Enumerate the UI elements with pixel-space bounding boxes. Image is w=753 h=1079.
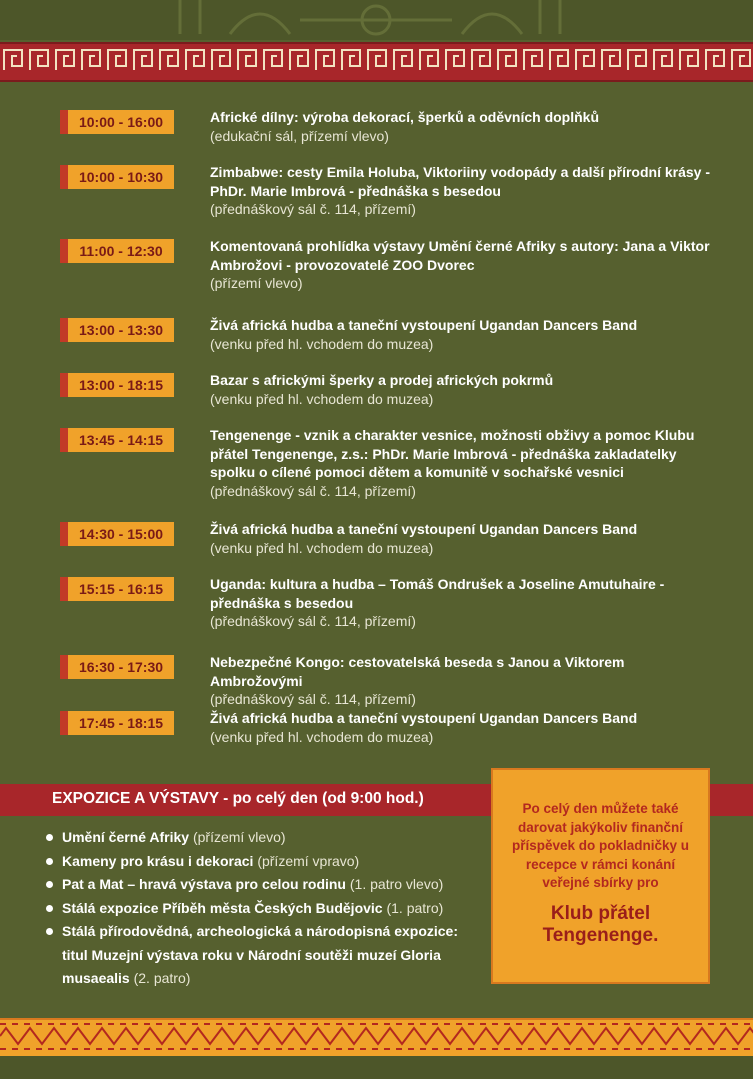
event-title: Živá africká hudba a taneční vystoupení Ugandan Dancers Band bbox=[210, 710, 638, 726]
event-title: Tengenenge - vznik a charakter vesnice, možnosti obživy a pomoc Klubu přátel Tengenenge, z.s.: PhDr. Marie Imbrová - přednáška zakladatelky spolku o cílené pomoci dětem a komunitě v sochařské vesnici bbox=[210, 427, 695, 480]
event-info bbox=[210, 426, 720, 500]
bottom-strip bbox=[0, 1056, 753, 1079]
event-location: (přednáškový sál č. 114, přízemí) bbox=[210, 201, 416, 217]
event-title: Uganda: kultura a hudba – Tomáš Ondrušek a Joseline Amutuhaire - přednáška s besedou bbox=[210, 576, 665, 611]
time-badge: 10:00 - 10:30 bbox=[60, 165, 174, 189]
event-info bbox=[210, 653, 720, 709]
event-location: (přednáškový sál č. 114, přízemí) bbox=[210, 613, 416, 629]
event-title: Zimbabwe: cesty Emila Holuba, Viktoriiny vodopády a další přírodní krásy - PhDr. Marie Imbrová - přednáška s besedou bbox=[210, 164, 710, 199]
bullet-icon bbox=[46, 858, 53, 865]
time-badge: 14:30 - 15:00 bbox=[60, 522, 174, 546]
top-greek-band bbox=[0, 42, 753, 82]
time-badge: 13:00 - 18:15 bbox=[60, 373, 174, 397]
list-item bbox=[44, 873, 474, 897]
event-location: (venku před hl. vchodem do muzea) bbox=[210, 728, 434, 745]
exhibit-name: Stálá přírodovědná, archeologická a národopisná expozice: titul Muzejní výstava roku v Národní soutěži muzeí Gloria musaealis bbox=[62, 923, 458, 986]
exhibit-name: Pat a Mat – hravá výstava pro celou rodinu bbox=[62, 876, 346, 892]
event-location: (venku před hl. vchodem do muzea) bbox=[210, 335, 434, 352]
bottom-pattern-band bbox=[0, 1018, 753, 1058]
event-info bbox=[210, 709, 720, 746]
exhibit-name: Umění černé Afriky bbox=[62, 829, 190, 845]
top-decoration bbox=[0, 0, 753, 40]
exhibitions-heading: EXPOZICE A VÝSTAVY - po celý den (od 9:00 hod.) bbox=[52, 790, 424, 807]
event-info bbox=[210, 371, 720, 408]
event-location: (venku před hl. vchodem do muzea) bbox=[210, 390, 434, 407]
donation-club-name: Klub přátel Tengenenge. bbox=[542, 902, 659, 946]
exhibitions-list bbox=[44, 826, 474, 991]
event-title: Bazar s africkými šperky a prodej afrických pokrmů bbox=[210, 372, 554, 388]
exhibit-name: Kameny pro krásu i dekoraci bbox=[62, 852, 254, 869]
event-info bbox=[210, 520, 720, 557]
event-title: Komentovaná prohlídka výstavy Umění černé Afriky s autory: Jana a Viktor Ambrožovi - provozovatelé ZOO Dvorec bbox=[210, 238, 710, 273]
event-info bbox=[210, 163, 720, 219]
event-location: (přednáškový sál č. 114, přízemí) bbox=[210, 482, 416, 499]
exhibit-location: (1. patro) bbox=[386, 899, 444, 916]
bullet-icon bbox=[46, 905, 53, 912]
event-info bbox=[210, 237, 720, 293]
donation-text: Po celý den můžete také darovat jakýkoliv finanční příspěvek do pokladničky u recepce v rámci konání veřejné sbírky pro bbox=[511, 801, 690, 890]
african-motif-icon bbox=[0, 0, 753, 40]
time-badge: 15:15 - 16:15 bbox=[60, 577, 174, 601]
list-item bbox=[44, 920, 474, 991]
event-location: (přízemí vlevo) bbox=[210, 275, 303, 291]
time-badge: 16:30 - 17:30 bbox=[60, 655, 174, 679]
exhibit-location: (přízemí vpravo) bbox=[257, 852, 360, 869]
list-item bbox=[44, 850, 474, 874]
event-info bbox=[210, 316, 720, 353]
event-title: Živá africká hudba a taneční vystoupení Ugandan Dancers Band bbox=[210, 317, 638, 333]
event-title: Živá africká hudba a taneční vystoupení Ugandan Dancers Band bbox=[210, 521, 638, 537]
time-badge: 13:00 - 13:30 bbox=[60, 318, 174, 342]
donation-box bbox=[491, 768, 710, 984]
event-location: (přednáškový sál č. 114, přízemí) bbox=[210, 691, 416, 707]
greek-key-pattern-icon bbox=[0, 44, 753, 76]
bullet-icon bbox=[46, 928, 53, 935]
exhibit-location: (1. patro vlevo) bbox=[349, 876, 444, 892]
event-info bbox=[210, 108, 720, 145]
tribal-pattern-icon bbox=[0, 1020, 753, 1052]
exhibit-name: Stálá expozice Příběh města Českých Budějovic bbox=[62, 899, 383, 916]
event-title: Nebezpečné Kongo: cestovatelská beseda s Janou a Viktorem Ambrožovými bbox=[210, 654, 625, 689]
time-badge: 10:00 - 16:00 bbox=[60, 110, 174, 134]
time-badge: 13:45 - 14:15 bbox=[60, 428, 174, 452]
time-badge: 11:00 - 12:30 bbox=[60, 239, 174, 263]
bullet-icon bbox=[46, 834, 53, 841]
event-title: Africké dílny: výroba dekorací, šperků a oděvních doplňků bbox=[210, 109, 599, 125]
time-badge: 17:45 - 18:15 bbox=[60, 711, 174, 735]
exhibit-location: (2. patro) bbox=[133, 970, 191, 986]
list-item bbox=[44, 897, 474, 921]
event-location: (venku před hl. vchodem do muzea) bbox=[210, 539, 434, 556]
exhibit-location: (přízemí vlevo) bbox=[192, 829, 286, 845]
event-info bbox=[210, 575, 720, 631]
bullet-icon bbox=[46, 881, 53, 888]
list-item bbox=[44, 826, 474, 850]
event-location: (edukační sál, přízemí vlevo) bbox=[210, 127, 389, 144]
